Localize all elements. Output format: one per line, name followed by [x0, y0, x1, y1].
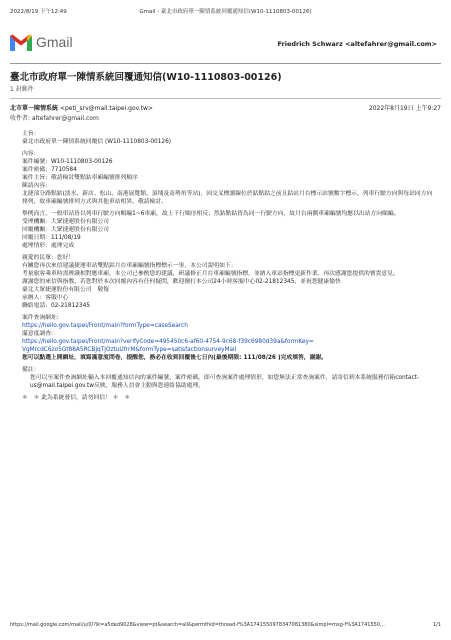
subject-value: 臺北市政府單一陳情系統回覆信 (W10-1110803-00126) [22, 139, 172, 145]
replying-agency: 回覆機關：大眾捷運股份有限公司 [22, 227, 109, 233]
reply-signature: 臺北大眾捷運股份有限公司 敬復 [22, 287, 109, 293]
survey-link-part2[interactable]: VgMrcdC6zo5Gt88A5RCBJqTjOztuUfrrM&formType=satisfactionsurveyMail [22, 347, 237, 353]
handling-status: 處理情形：處理完成 [22, 243, 75, 249]
sender [10, 103, 153, 112]
sender-email: <peti_srv@mail.taipei.gov.tw> [59, 105, 153, 112]
auto-mail-notice: ＊ ＊ 此為系統發信，請勿回信！ ＊ ＊ [22, 395, 131, 401]
reply-greeting: 親愛的民眾：您好！ [22, 255, 75, 261]
gmail-envelope-icon [10, 34, 32, 51]
print-datetime: 2022/8/19 下午12:49 [10, 9, 67, 15]
gmail-wordmark: Gmail [36, 34, 73, 50]
subject-label: 主旨： [22, 131, 40, 137]
message-count: 1 封郵件 [10, 86, 34, 93]
query-link[interactable]: https://hello.gov.taipei/Front/main?formType=caseSearch [22, 323, 188, 329]
example-text: 舉例而言，一般車站皆以列車行駛方向順編1~6車廂，故上下行順序相反；然鈷點鈷皆為同一行駛方向，故月台兩側車廂編號均應以出站方向順編。 [22, 211, 400, 217]
complaint-text: 北捷部分路點鈷(淡水、新店、松山、南港展覽館、頂埔及南勢角等站)，因交叉標讀線位於鈷點鈷之前且鈷站月台標示站號數字標示，列車行駛方向與每站同方向排列，故車廂編號排列方式與其他車站相異，敬請檢討。 [22, 191, 433, 205]
reply-date: 回覆日期：111/08/19 [22, 235, 81, 241]
survey-note: 您可以點選上開網址，填寫滿意度問卷，提醒您，務必在收到回覆後七日內(最後期限: 111/08/26 )完成填答，謝謝。 [22, 355, 327, 361]
reply-intro: 有關您再次來信建議捷運車站雙點鈷月台車廂編號指標標示一事，本公司說明如下： [22, 263, 237, 269]
gmail-header [10, 32, 437, 62]
message-date: 2022年8月19日 上午9:27 [368, 105, 441, 112]
print-url: https://mail.google.com/mail/u/0/?ik=a5ded9028&view=pt&search=all&permthid=thread-f%3A1741550978347081380&simpl=msg-f%3A1741550… [10, 622, 385, 628]
subject-divider [10, 98, 441, 99]
survey-link-part1[interactable]: https://hello.gov.taipei/Front/main?verifyCode=495450c6-af60-4754-9c68-f39c6980d39a&formKey= [22, 339, 314, 345]
complaint-label: 陳請內容： [22, 183, 51, 189]
gmail-logo[interactable] [10, 32, 90, 56]
note-label: 備註： [22, 367, 40, 373]
reply-explanation: 考量旅客乘車時需辨識相對應車廂，本公司已參酌您的建議，研議修正月台車廂編號指標，並納入車站指標更新作業，再次感謝您提供的寶貴意見。 [22, 271, 399, 277]
case-number: 案件編號：W10-1110803-00126 [22, 159, 113, 165]
print-header [10, 7, 441, 17]
query-label: 案件查詢網址: [22, 315, 59, 321]
account-label: Friedrich Schwarz <altefahrer@gmail.com> [277, 40, 437, 48]
content-label: 內容： [22, 151, 40, 157]
header-divider [10, 63, 441, 64]
note-text: 您可以至案件查詢網址輸入本回覆通知信內的案件編號、案件密碼，即可查詢案件處理情形，如您無法正常查詢案件，請寄信到本系統服務信箱contact-us@mail.taipei.gov.tw反映，服務人員會主動與您連絡協助處理。 [30, 375, 419, 389]
contact-person: 承辦人：客服中心 [22, 295, 69, 301]
case-password: 案件密碼：7710584 [22, 167, 77, 173]
message-body [22, 130, 437, 406]
reply-thanks: 謝謝您的來信與指教，若您對於本次回覆內容有任何疑問，歡迎撥打本公司24小時客服中心02-21812345，並祝您健康愉快 [22, 279, 341, 285]
recipient: 收件者: altefahrer@gmail.com [10, 115, 99, 122]
thread-subject: 臺北市政府單一陳情系統回覆通知信(W10-1110803-00126) [10, 72, 282, 83]
survey-label: 滿意度調查: [22, 331, 53, 337]
print-footer [10, 622, 441, 632]
page-number: 1/1 [432, 622, 441, 628]
print-window-title: Gmail - 臺北市政府單一陳情系統回覆通知信(W10-1110803-00126) [139, 9, 312, 15]
contact-phone: 聯絡電話：02-21812345 [22, 303, 90, 309]
sender-name: 北市單一陳情系統 [10, 105, 59, 112]
case-subject: 案件主旨：敬請檢討雙點鈷車廂編號排列順序 [22, 175, 138, 181]
receiving-agency: 受理機關：大眾捷運股份有限公司 [22, 219, 109, 225]
